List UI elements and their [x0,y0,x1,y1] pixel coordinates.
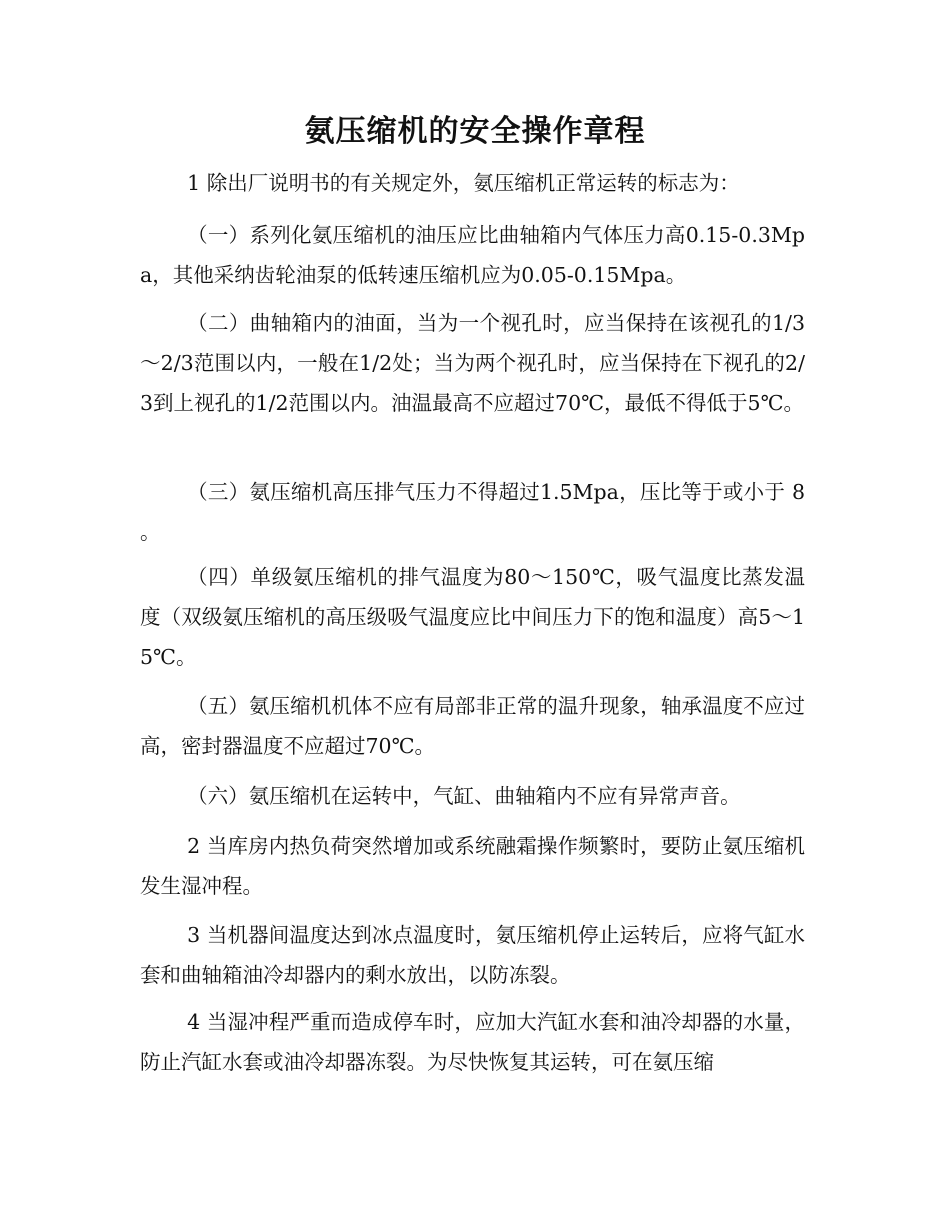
paragraph-3: （二）曲轴箱内的油面，当为一个视孔时，应当保持在该视孔的1/3～2/3范围以内，一般在1/2处；当为两个视孔时，应当保持在下视孔的2/3到上视孔的1/2范围以内。油温最高不应超过70℃，最低不得低于5℃。 [140,311,805,415]
paragraph-1: 1 除出厂说明书的有关规定外，氨压缩机正常运转的标志为： [187,171,740,195]
paragraph-5: （四）单级氨压缩机的排气温度为80～150℃，吸气温度比蒸发温度（双级氨压缩机的高压级吸气温度应比中间压力下的饱和温度）高5～15℃。 [140,565,805,669]
paragraph-7: （六）氨压缩机在运转中，气缸、曲轴箱内不应有异常声音。 [187,784,741,808]
paragraph-2: （一）系列化氨压缩机的油压应比曲轴箱内气体压力高0.15-0.3Mpa，其他采纳齿轮油泵的低转速压缩机应为0.05-0.15Mpa。 [140,223,805,287]
paragraph-6: （五）氨压缩机机体不应有局部非正常的温升现象，轴承温度不应过高，密封器温度不应超过70℃。 [140,694,805,758]
paragraph-9: 3 当机器间温度达到冰点温度时，氨压缩机停止运转后，应将气缸水套和曲轴箱油冷却器内的剩水放出，以防冻裂。 [140,923,805,987]
paragraph-4: （三）氨压缩机高压排气压力不得超过1.5Mpa，压比等于或小于 8 。 [140,480,805,544]
document-title: 氨压缩机的安全操作章程 [304,114,646,149]
paragraph-8: 2 当库房内热负荷突然增加或系统融霜操作频繁时，要防止氨压缩机发生湿冲程。 [140,834,805,898]
paragraph-10: 4 当湿冲程严重而造成停车时，应加大汽缸水套和油冷却器的水量，防止汽缸水套或油冷却器冻裂。为尽快恢复其运转，可在氨压缩 [140,1010,805,1074]
